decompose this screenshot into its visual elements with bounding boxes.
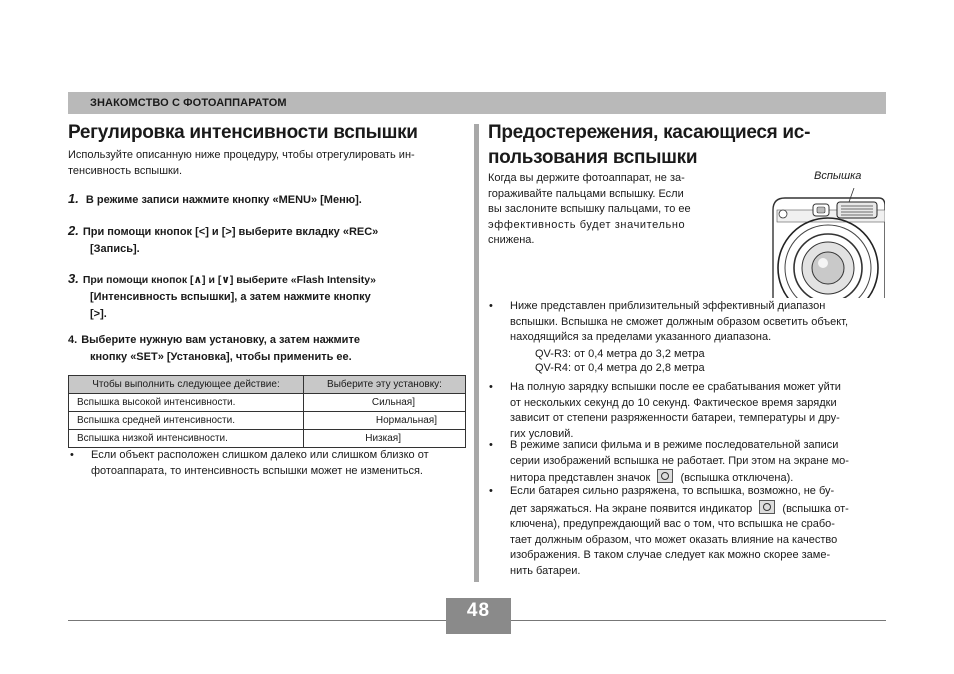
section-title: ЗНАКОМСТВО С ФОТОАППАРАТОМ: [90, 97, 287, 109]
right-bullet-1: • Ниже представлен приблизительный эффективный диапазон вспышки. Вспышка не сможет должным образом осветить объект, находящийся за пределами указанного диапазона.: [489, 300, 849, 343]
right-intro: Когда вы держите фотоаппарат, не за- гораживайте пальцами вспышку. Если вы заслоните вспышку пальцами, то ее эффективность будет значительно снижена.: [488, 172, 691, 246]
callout-line: [849, 188, 854, 202]
left-title: Регулировка интенсивности вспышки: [68, 122, 418, 143]
step-2: 2. При помощи кнопок [<] и [>] выберите вкладку «REC» [Запись].: [68, 223, 379, 255]
flash-window-icon: [837, 202, 877, 218]
page-number: 48: [446, 598, 511, 634]
left-intro: Используйте описанную ниже процедуру, чтобы отрегулировать ин- тенсивность вспышки.: [68, 149, 415, 177]
right-title: Предостережения, касающиеся ис- пользования вспышки: [488, 122, 811, 168]
flash-off-indicator-icon: [759, 500, 775, 514]
bullet-dot: •: [70, 449, 74, 461]
column-divider: [474, 124, 479, 582]
right-bullet-4: • Если батарея сильно разряжена, то вспышка, возможно, не бу- дет заряжаться. На экране появится индикатор (вспышка от- ключена), предупреждающий вас о том, что вспышка не срабо- тает должным образом, что может оказать влияние на качество изображения. В таком случае следует как можно скорее заме- нить батареи.: [489, 485, 849, 577]
lens-highlight: [818, 258, 828, 268]
left-note: • Если объект расположен слишком далеко или слишком близко от фотоаппарата, то интенсивность вспышки может не измениться.: [70, 449, 429, 477]
figure-label: Вспышка: [814, 170, 862, 182]
lens-glass: [812, 252, 844, 284]
right-bullet-3: • В режиме записи фильма и в режиме последовательной записи серии изображений вспышка не работает. При этом на экране мо- нитора представлен значок (вспышка отключена).: [489, 439, 849, 484]
viewfinder-inner: [817, 207, 825, 213]
step-3: 3. При помощи кнопок [∧] и [∨] выберите «Flash Intensity» [Интенсивность вспышки], а затем нажмите кнопку [>].: [68, 271, 376, 320]
table-header-row: [69, 376, 466, 394]
table-header-setting: Выберите эту установку:: [304, 376, 466, 394]
section-header-bar: [68, 92, 886, 114]
right-bullet-2: • На полную зарядку вспышки после ее срабатывания может уйти от нескольких секунд до 10 секунд. Фактическое время зарядки зависит от степени разряженности батареи, температуры и дру- гих условий.: [489, 381, 841, 440]
af-assist-lamp: [779, 210, 787, 218]
flash-range-list: QV-R3: от 0,4 метра до 3,2 метра QV-R4: от 0,4 метра до 2,8 метра: [535, 348, 705, 374]
step-4: 4. Выберите нужную вам установку, а затем нажмите кнопку «SET» [Установка], чтобы применить ее.: [68, 334, 360, 363]
table-row: Вспышка высокой интенсивности. Сильная]: [69, 394, 466, 412]
flash-off-icon: [657, 469, 673, 483]
step-1: 1. В режиме записи нажмите кнопку «MENU» [Меню].: [68, 191, 362, 206]
camera-illustration: [767, 188, 885, 298]
table-header-action: Чтобы выполнить следующее действие:: [69, 376, 304, 394]
table-row: Вспышка средней интенсивности. Нормальная]: [69, 412, 466, 430]
settings-table: [68, 375, 466, 448]
table-row: Вспышка низкой интенсивности. Низкая]: [69, 430, 466, 448]
